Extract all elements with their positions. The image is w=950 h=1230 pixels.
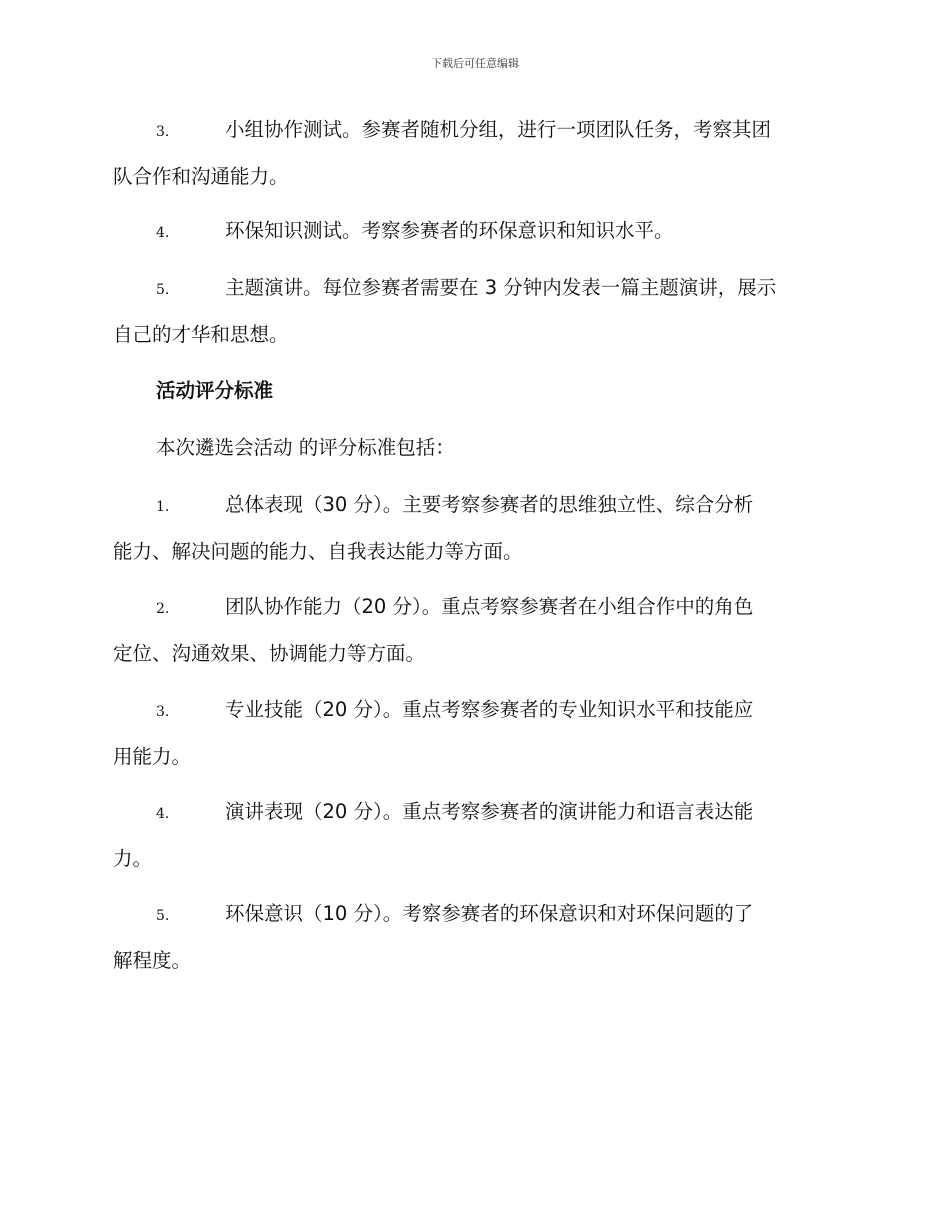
list-number: 4.	[156, 806, 170, 822]
list-text-continued: 自己的才华和思想。	[113, 323, 289, 346]
list-text: 小组协作测试。参赛者随机分组，进行一项团队任务，考察其团	[225, 118, 772, 141]
list-item	[113, 694, 835, 773]
list-number: 3.	[156, 704, 170, 720]
list-number: 4.	[156, 225, 170, 241]
list-item	[113, 489, 835, 568]
list-text-continued: 定位、沟通效果、协调能力等方面。	[113, 642, 426, 665]
list-text: 环保意识（10 分）。考察参赛者的环保意识和对环保问题的了	[225, 902, 754, 925]
list-text: 总体表现（30 分）。主要考察参赛者的思维独立性、综合分析	[225, 493, 754, 516]
header-note: 下载后可任意编辑	[431, 57, 519, 70]
list-text-continued: 解程度。	[113, 949, 192, 972]
list-text: 专业技能（20 分）。重点考察参赛者的专业知识水平和技能应	[225, 698, 754, 721]
list-item	[113, 114, 835, 193]
list-text-continued: 队合作和沟通能力。	[113, 165, 289, 188]
list-item	[113, 796, 835, 875]
list-text: 团队协作能力（20 分）。重点考察参赛者在小组合作中的角色	[225, 595, 754, 618]
list-number: 3.	[156, 124, 170, 140]
list-text: 演讲表现（20 分）。重点考察参赛者的演讲能力和语言表达能	[225, 800, 754, 823]
section-intro: 本次遴选会活动 的评分标准包括：	[156, 436, 455, 459]
list-item	[113, 215, 835, 249]
list-number: 5.	[156, 282, 170, 298]
section-heading: 活动评分标准	[156, 379, 274, 402]
list-item	[113, 591, 835, 670]
list-number: 2.	[156, 601, 170, 617]
list-text-continued: 力。	[113, 847, 153, 870]
list-number: 5.	[156, 908, 170, 924]
list-item	[113, 272, 835, 351]
list-text-continued: 能力、解决问题的能力、自我表达能力等方面。	[113, 540, 523, 563]
list-text: 环保知识测试。考察参赛者的环保意识和知识水平。	[225, 219, 674, 242]
list-text: 主题演讲。每位参赛者需要在 3 分钟内发表一篇主题演讲，展示	[225, 276, 777, 299]
list-item	[113, 898, 835, 977]
list-text-continued: 用能力。	[113, 745, 192, 768]
list-number: 1.	[156, 499, 170, 515]
